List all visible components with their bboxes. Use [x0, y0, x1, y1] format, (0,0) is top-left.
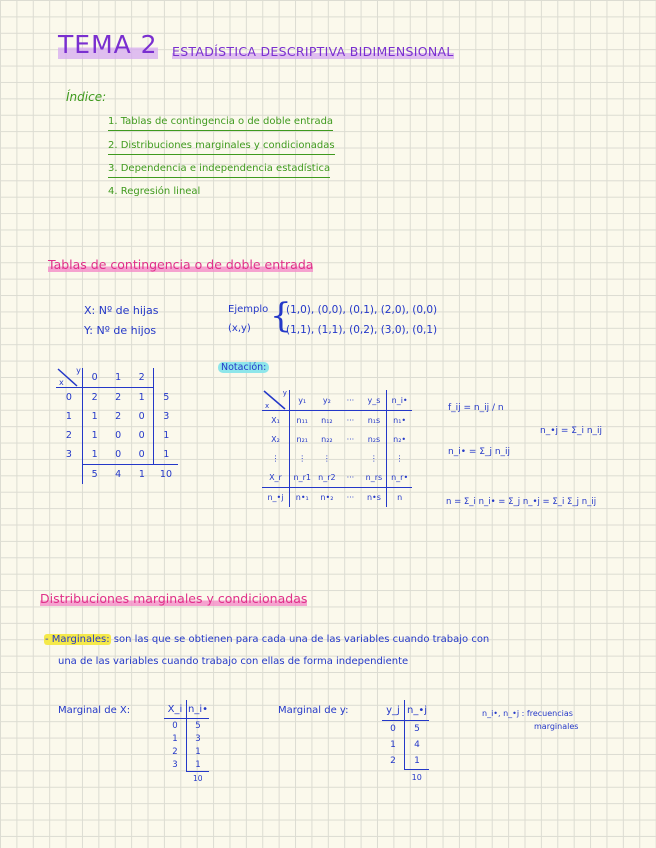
table-row: 0 2 2 1 5 [56, 388, 178, 408]
table-row: 2 1 [382, 753, 429, 770]
formula-row-marginal: n_i• = Σ_j n_ij [448, 447, 511, 457]
table-row: X_r n_r1 n_r2 ··· n_rs n_r• [262, 468, 412, 488]
notation-table: x y y₁ y₂ ··· y_s n_i• X₁ n₁₁ n₁₂ ··· n₁s n₁• X₂ n₂₁ n₂₂ ··· n₂s n₂• ⋮ ⋮ ⋮ ⋮ ⋮ X_r n_r1 n_r2 ··· n_rs n_r• n_•j n•₁ n•₂ ··· n•s n [262, 390, 412, 507]
example-xy-label: (x,y) [228, 323, 251, 334]
notation-label: Notación: [218, 362, 269, 373]
index-item-2[interactable]: 2. Distribuciones marginales y condicionadas [108, 138, 335, 155]
contingency-table [56, 368, 178, 484]
table-row: 2 1 [164, 745, 209, 758]
marginales-definition-line-1: - Marginales: son las que se obtienen para cada una de las variables cuando trabajo con [45, 634, 490, 645]
marginal-frequencies-note-line-2: marginales [534, 722, 579, 731]
page-subtitle: ESTADÍSTICA DESCRIPTIVA BIDIMENSIONAL [172, 44, 454, 59]
table-row: 2 1 0 0 1 [56, 426, 178, 445]
example-brace: { [270, 296, 292, 336]
page-title [58, 30, 158, 59]
table-row: 1 4 [382, 737, 429, 753]
marginal-x-table: X_i n_i• 0 5 1 3 2 1 3 1 10 [164, 700, 209, 785]
example-label: Ejemplo [228, 304, 269, 315]
table-row: 1 1 2 0 3 [56, 407, 178, 426]
marginal-frequencies-note: n_i•, n_•j : frecuencias [482, 709, 573, 718]
table-row: 3 1 [164, 758, 209, 772]
notation-corner: x y [262, 390, 289, 411]
table-totals-row: 10 [411, 772, 422, 782]
index-item-3[interactable]: 3. Dependencia e independencia estadística [108, 161, 330, 178]
table-row: 0 5 [382, 721, 429, 738]
column-header: 1 [106, 368, 129, 388]
index-item-4[interactable]: 4. Regresión lineal [108, 186, 201, 197]
marginal-y-table: y_j n_•j 0 5 1 4 2 1 10 [382, 700, 429, 784]
table-row: X₁ n₁₁ n₁₂ ··· n₁s n₁• [262, 411, 412, 431]
section-heading-marginal: Distribuciones marginales y condicionadas [40, 591, 308, 606]
index-item-1[interactable]: 1. Tablas de contingencia o de doble entrada [108, 114, 333, 131]
column-header: 0 [82, 368, 106, 388]
table-row: ⋮ ⋮ ⋮ ⋮ ⋮ [262, 449, 412, 468]
marginales-definition-line-2: una de las variables cuando trabajo con ellas de forma independiente [58, 656, 409, 667]
variable-y-definition: Y: Nº de hijos [84, 324, 157, 337]
example-data-row-1: (1,0), (0,0), (0,1), (2,0), (0,0) [286, 304, 438, 316]
example-data-row-2: (1,1), (1,1), (0,2), (3,0), (0,1) [286, 324, 438, 336]
formula-column-marginal: n_•j = Σ_i n_ij [540, 426, 603, 436]
marginal-x-label: Marginal de X: [58, 705, 131, 716]
table-row: 0 5 [164, 719, 209, 733]
table-totals-row: 5 4 1 10 [56, 465, 178, 485]
table-row: X₂ n₂₁ n₂₂ ··· n₂s n₂• [262, 430, 412, 449]
tema-number: TEMA 2 [58, 30, 158, 59]
formula-total: n = Σ_i n_i• = Σ_j n_•j = Σ_i Σ_j n_ij [446, 497, 597, 507]
table-corner: x y [56, 368, 82, 388]
table-row: 3 1 0 0 1 [56, 445, 178, 465]
variable-x-definition: X: Nº de hijas [84, 304, 159, 317]
section-heading-contingency: Tablas de contingencia o de doble entrada [48, 257, 314, 272]
table-totals-row: n_•j n•₁ n•₂ ··· n•s n [262, 488, 412, 508]
marginal-y-label: Marginal de y: [278, 705, 349, 716]
index-heading: Índice: [66, 90, 107, 104]
formula-relative-frequency: f_ij = n_ij / n [448, 403, 504, 413]
column-header: 2 [130, 368, 154, 388]
table-totals-row: 10 [192, 774, 203, 783]
marginales-term: - Marginales: [45, 634, 110, 645]
table-row: 1 3 [164, 732, 209, 745]
